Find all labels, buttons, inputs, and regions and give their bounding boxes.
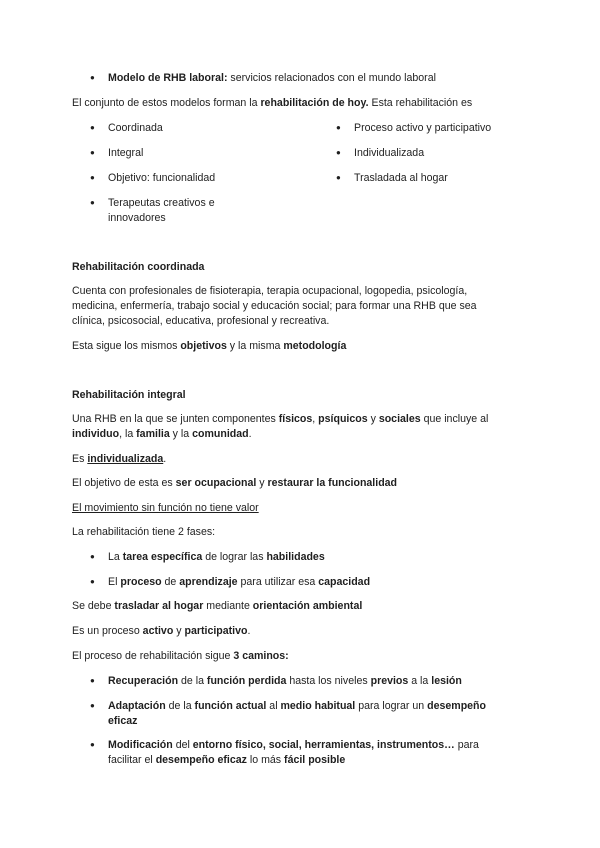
paragraph-line: medicina, enfermería, trabajo social y educación social; para formar una RHB que sea [72, 300, 477, 312]
section-heading: Rehabilitación integral [72, 389, 186, 401]
list-item: ● El proceso de aprendizaje para utilizar esa capacidad [108, 574, 370, 590]
list-item: ● La tarea específica de lograr las habilidades [108, 549, 325, 565]
list-item: ● Coordinada [108, 120, 163, 136]
paragraph-line: clínica, psicosocial, educativa, profesional y recreativa. [72, 315, 330, 327]
list-item: ● Modelo de RHB laboral: servicios relacionados con el mundo laboral [108, 70, 436, 86]
list-item: ● Terapeutas creativos e [108, 195, 215, 211]
list-item: ● Individualizada [354, 145, 424, 161]
list-item-continuation: facilitar el desempeño eficaz lo más fácil posible [108, 754, 346, 766]
paragraph: Esta sigue los mismos objetivos y la misma metodología [72, 340, 347, 352]
list-item: ● Integral [108, 145, 143, 161]
paragraph: Se debe trasladar al hogar mediante orientación ambiental [72, 600, 363, 612]
section-heading: Rehabilitación coordinada [72, 261, 205, 273]
list-item: ● Recuperación de la función perdida hasta los niveles previos a la lesión [108, 673, 462, 689]
paragraph: El conjunto de estos modelos forman la rehabilitación de hoy. Esta rehabilitación es [72, 97, 473, 109]
list-item-continuation: eficaz [108, 715, 138, 727]
list-item: ● Trasladada al hogar [354, 170, 448, 186]
paragraph-line: individuo, la familia y la comunidad. [72, 428, 252, 440]
paragraph: La rehabilitación tiene 2 fases: [72, 526, 216, 538]
list-item: ● Modificación del entorno físico, social, herramientas, instrumentos… para [108, 737, 479, 753]
list-item: ● Objetivo: funcionalidad [108, 170, 215, 186]
paragraph: El proceso de rehabilitación sigue 3 caminos: [72, 650, 289, 662]
paragraph: Es un proceso activo y participativo. [72, 625, 251, 637]
list-item-continuation: innovadores [108, 212, 166, 224]
list-item: ● Adaptación de la función actual al medio habitual para lograr un desempeño [108, 698, 486, 714]
paragraph-line: Una RHB en la que se junten componentes físicos, psíquicos y sociales que incluye al [72, 413, 489, 425]
list-item: ● Proceso activo y participativo [354, 120, 491, 136]
paragraph: Es individualizada. [72, 453, 167, 465]
paragraph: El movimiento sin función no tiene valor [72, 502, 259, 514]
paragraph: El objetivo de esta es ser ocupacional y restaurar la funcionalidad [72, 477, 398, 489]
paragraph-line: Cuenta con profesionales de fisioterapia, terapia ocupacional, logopedia, psicología, [72, 285, 468, 297]
